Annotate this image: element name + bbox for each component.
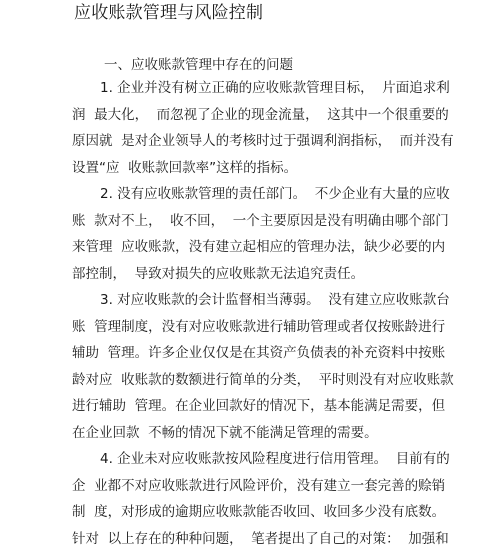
paragraph-1 bbox=[72, 75, 454, 181]
paragraph-2 bbox=[72, 181, 450, 287]
section-heading: 一、应收账款管理中存在的问题 bbox=[104, 57, 293, 73]
paragraph-line: 设置“应 收账款回款率”这样的指标。 bbox=[72, 159, 298, 176]
document-title: 应收账款管理与风险控制 bbox=[74, 3, 264, 23]
paragraph-line: 2. 没有应收账款管理的责任部门。 不少企业有大量的应收 bbox=[100, 186, 450, 202]
paragraph-line: 辅助 管理。许多企业仅仅是在其资产负债表的补充资料中按账 bbox=[72, 345, 446, 361]
paragraph-line: 润 最大化， 而忽视了企业的现金流量， 这其中一个很重要的 bbox=[72, 106, 449, 123]
paragraph-line: 制 度，对形成的逾期应收账款能否收回、收回多少没有底数。 bbox=[72, 504, 446, 520]
paragraph-line: 原因就 是对企业领导人的考核时过于强调利润指标， 而并没有 bbox=[72, 133, 454, 149]
paragraph-line: 账 款对不上， 收不回， 一个主要原因是没有明确由哪个部门 bbox=[72, 212, 449, 229]
paragraph-4 bbox=[72, 446, 450, 552]
paragraph-3 bbox=[72, 287, 454, 446]
paragraph-line: 3. 对应收账款的会计监督相当薄弱。 没有建立应收账款台 bbox=[100, 292, 450, 308]
paragraph-line: 来管理 应收账款，没有建立起相应的管理办法，缺少必要的内 bbox=[72, 239, 446, 255]
paragraph-line: 4. 企业未对应收账款按风险程度进行信用管理。 目前有的 bbox=[100, 451, 450, 467]
paragraph-line: 龄对应 收账款的数额进行简单的分类， 平时则没有对应收账款 bbox=[72, 371, 454, 388]
paragraph-line: 部控制， 导致对损失的应收账款无法追究责任。 bbox=[72, 265, 365, 282]
paragraph-line: 企 业都不对应收账款进行风险评价，没有建立一套完善的赊销 bbox=[72, 477, 446, 494]
paragraph-line: 针对 以上存在的种种问题， 笔者提出了自己的对策： 加强和 bbox=[72, 530, 449, 547]
paragraph-line: 1. 企业并没有树立正确的应收账款管理目标， 片面追求利 bbox=[100, 80, 450, 96]
paragraph-line: 账 管理制度，没有对应收账款进行辅助管理或者仅按账龄进行 bbox=[72, 318, 446, 335]
paragraph-line: 在企业回款 不畅的情况下就不能满足管理的需要。 bbox=[72, 424, 378, 441]
paragraph-line: 进行辅助 管理。在企业回款好的情况下，基本能满足需要，但 bbox=[72, 398, 446, 414]
